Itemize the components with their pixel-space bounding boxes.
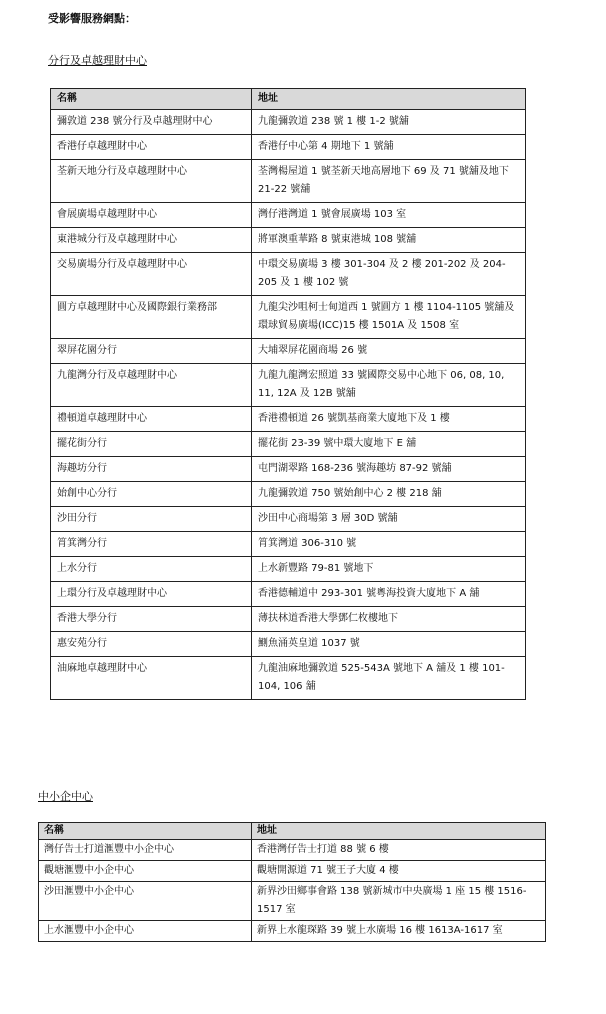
address-cell: 荃灣楊屋道 1 號荃新天地高層地下 69 及 71 號舖及地下 21-22 號舖 <box>252 160 526 203</box>
sme-centres-table <box>38 822 546 942</box>
table-row <box>39 861 546 882</box>
name-cell: 海趣坊分行 <box>51 457 252 482</box>
name-cell: 沙田分行 <box>51 507 252 532</box>
table-header-row <box>39 823 546 840</box>
table-row <box>51 432 526 457</box>
column-header-name: 名稱 <box>39 823 252 840</box>
address-cell: 香港禮頓道 26 號凱基商業大廈地下及 1 樓 <box>252 407 526 432</box>
name-cell: 灣仔告士打道滙豐中小企中心 <box>39 840 252 861</box>
address-cell: 鰂魚涌英皇道 1037 號 <box>252 632 526 657</box>
table-row <box>39 840 546 861</box>
name-cell: 九龍灣分行及卓越理財中心 <box>51 364 252 407</box>
address-cell: 九龍彌敦道 750 號始創中心 2 樓 218 舖 <box>252 482 526 507</box>
address-cell: 大埔翠屏花園商場 26 號 <box>252 339 526 364</box>
table-row <box>51 457 526 482</box>
table-row <box>39 882 546 921</box>
address-cell: 灣仔港灣道 1 號會展廣場 103 室 <box>252 203 526 228</box>
address-cell: 薄扶林道香港大學鄧仁枚樓地下 <box>252 607 526 632</box>
table-row <box>51 407 526 432</box>
table-row <box>51 632 526 657</box>
name-cell: 圓方卓越理財中心及國際銀行業務部 <box>51 296 252 339</box>
name-cell: 筲箕灣分行 <box>51 532 252 557</box>
name-cell: 上水滙豐中小企中心 <box>39 921 252 942</box>
table-row <box>51 582 526 607</box>
address-cell: 擺花街 23-39 號中環大廈地下 E 舖 <box>252 432 526 457</box>
name-cell: 始創中心分行 <box>51 482 252 507</box>
address-cell: 香港仔中心第 4 期地下 1 號舖 <box>252 135 526 160</box>
address-cell: 九龍九龍灣宏照道 33 號國際交易中心地下 06, 08, 10, 11, 12A 及 12B 號舖 <box>252 364 526 407</box>
name-cell: 東港城分行及卓越理財中心 <box>51 228 252 253</box>
address-cell: 香港灣仔告士打道 88 號 6 樓 <box>252 840 546 861</box>
address-cell: 筲箕灣道 306-310 號 <box>252 532 526 557</box>
table-row <box>51 110 526 135</box>
table-header-row <box>51 89 526 110</box>
address-cell: 香港德輔道中 293-301 號粵海投資大廈地下 A 舖 <box>252 582 526 607</box>
table-row <box>51 339 526 364</box>
column-header-address: 地址 <box>252 89 526 110</box>
table-row <box>51 296 526 339</box>
table-row <box>51 228 526 253</box>
table-row <box>51 135 526 160</box>
page-heading: 受影響服務網點： <box>48 12 136 25</box>
address-cell: 將軍澳重華路 8 號東港城 108 號舖 <box>252 228 526 253</box>
table-row <box>51 203 526 228</box>
branches-table <box>50 88 526 700</box>
table-row <box>51 532 526 557</box>
name-cell: 彌敦道 238 號分行及卓越理財中心 <box>51 110 252 135</box>
address-cell: 九龍彌敦道 238 號 1 樓 1-2 號舖 <box>252 110 526 135</box>
name-cell: 觀塘滙豐中小企中心 <box>39 861 252 882</box>
name-cell: 會展廣場卓越理財中心 <box>51 203 252 228</box>
name-cell: 荃新天地分行及卓越理財中心 <box>51 160 252 203</box>
address-cell: 新界上水龍琛路 39 號上水廣場 16 樓 1613A-1617 室 <box>252 921 546 942</box>
column-header-name: 名稱 <box>51 89 252 110</box>
address-cell: 九龍尖沙咀柯士甸道西 1 號圓方 1 樓 1104-1105 號舖及環球貿易廣場(ICC)15 樓 1501A 及 1508 室 <box>252 296 526 339</box>
name-cell: 上環分行及卓越理財中心 <box>51 582 252 607</box>
table-row <box>51 657 526 700</box>
section-title-branches: 分行及卓越理財中心 <box>48 54 147 67</box>
name-cell: 交易廣場分行及卓越理財中心 <box>51 253 252 296</box>
name-cell: 禮頓道卓越理財中心 <box>51 407 252 432</box>
table-row <box>51 253 526 296</box>
table-row <box>51 607 526 632</box>
name-cell: 翠屏花園分行 <box>51 339 252 364</box>
table-row <box>51 160 526 203</box>
name-cell: 惠安苑分行 <box>51 632 252 657</box>
name-cell: 香港仔卓越理財中心 <box>51 135 252 160</box>
address-cell: 沙田中心商場第 3 層 30D 號舖 <box>252 507 526 532</box>
table-row <box>51 507 526 532</box>
name-cell: 香港大學分行 <box>51 607 252 632</box>
address-cell: 九龍油麻地彌敦道 525-543A 號地下 A 舖及 1 樓 101-104, 106 舖 <box>252 657 526 700</box>
name-cell: 擺花街分行 <box>51 432 252 457</box>
name-cell: 沙田滙豐中小企中心 <box>39 882 252 921</box>
column-header-address: 地址 <box>252 823 546 840</box>
table-row <box>39 921 546 942</box>
table-row <box>51 557 526 582</box>
table-row <box>51 364 526 407</box>
name-cell: 油麻地卓越理財中心 <box>51 657 252 700</box>
address-cell: 新界沙田鄉事會路 138 號新城市中央廣場 1 座 15 樓 1516-1517 室 <box>252 882 546 921</box>
table-row <box>51 482 526 507</box>
section-title-sme-centres: 中小企中心 <box>38 790 93 803</box>
address-cell: 中環交易廣場 3 樓 301-304 及 2 樓 201-202 及 204-205 及 1 樓 102 號 <box>252 253 526 296</box>
name-cell: 上水分行 <box>51 557 252 582</box>
address-cell: 上水新豐路 79-81 號地下 <box>252 557 526 582</box>
address-cell: 屯門湖翠路 168-236 號海趣坊 87-92 號舖 <box>252 457 526 482</box>
address-cell: 觀塘開源道 71 號王子大廈 4 樓 <box>252 861 546 882</box>
